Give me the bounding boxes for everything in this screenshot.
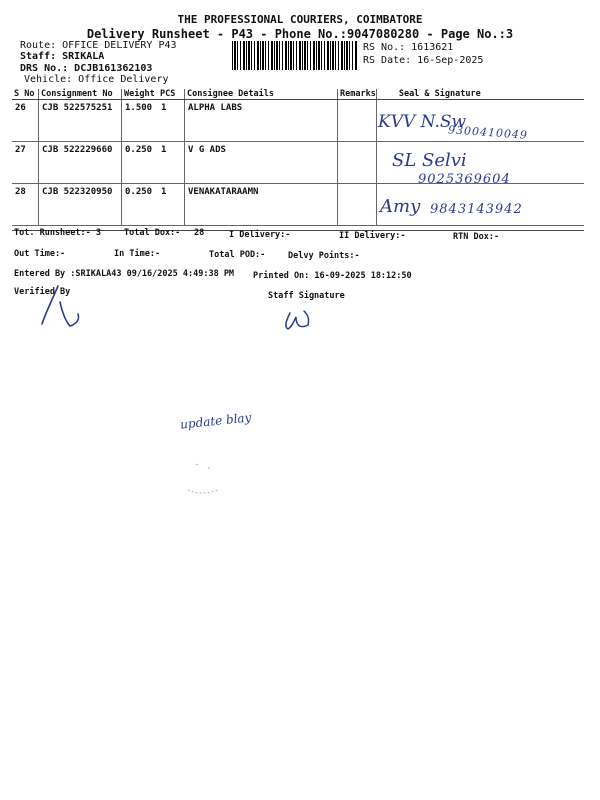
barcode [232, 41, 358, 70]
entered-by: Entered By :SRIKALA43 09/16/2025 4:49:38 PM [14, 269, 235, 279]
header-seal-signature: Seal & Signature [376, 89, 584, 100]
drs-number: DRS No.: DCJB161362103 [20, 63, 153, 74]
row-sno: 27 [12, 142, 39, 184]
header-consignee: Consignee Details [185, 89, 338, 100]
row-sno: 26 [12, 100, 39, 142]
row-consignee: V G ADS [185, 142, 338, 184]
total-dox-value: 28 [194, 228, 205, 238]
in-time: In Time:- [114, 249, 161, 259]
rs-date: RS Date: 16-Sep-2025 [363, 55, 484, 66]
tot-runsheet: Tot. Runsheet:- 3 [14, 228, 101, 238]
row-remarks [338, 100, 377, 142]
handwritten-note: update blay [179, 410, 252, 432]
row-pcs: 1 [158, 142, 185, 184]
staff-signature [280, 305, 316, 333]
verified-by-label: Verified By [14, 287, 71, 297]
printed-on: Printed On: 16-09-2025 18:12:50 [253, 271, 412, 281]
faint-stamp-marks [180, 458, 230, 498]
header-weight: Weight [122, 89, 159, 100]
vehicle-label: Vehicle: Office Delivery [24, 74, 169, 85]
rs-number: RS No.: 1613621 [363, 42, 454, 53]
row-remarks [338, 142, 377, 184]
row-weight: 1.500 [122, 100, 159, 142]
table-header-row [12, 89, 584, 100]
row-sno: 28 [12, 184, 39, 226]
row-consignee: VENAKATARAAMN [185, 184, 338, 226]
row-consignment: CJB 522575251 [39, 100, 122, 142]
staff-label: Staff: SRIKALA [20, 51, 105, 62]
total-pod: Total POD:- [209, 250, 266, 260]
verifier-signature [36, 282, 86, 332]
ii-delivery: II Delivery:- [339, 231, 406, 241]
rtn-dox: RTN Dox:- [453, 232, 500, 242]
row-weight: 0.250 [122, 184, 159, 226]
signature-row-1-name: KVV N.Sw [378, 112, 467, 132]
delvy-points: Delvy Points:- [288, 251, 360, 261]
signature-row-3-name: Amy [380, 196, 421, 217]
company-name: THE PROFESSIONAL COURIERS, COIMBATORE [177, 13, 423, 26]
row-weight: 0.250 [122, 142, 159, 184]
header-sno: S No [12, 89, 39, 100]
header-pcs: PCS [158, 89, 185, 100]
out-time: Out Time:- [14, 249, 66, 259]
signature-row-2-name: SL Selvi [392, 150, 467, 171]
runsheet-title: Delivery Runsheet - P43 - Phone No.:9047080280 - Page No.:3 [86, 27, 514, 41]
row-consignment: CJB 522320950 [39, 184, 122, 226]
total-dox-label: Total Dox:- [124, 228, 181, 238]
signature-row-2-phone: 9025369604 [418, 172, 511, 187]
signature-row-3-phone: 9843143942 [430, 202, 523, 217]
staff-signature-label: Staff Signature [268, 291, 345, 301]
route-label: Route: OFFICE DELIVERY P43 [20, 40, 177, 51]
row-consignee: ALPHA LABS [185, 100, 338, 142]
row-pcs: 1 [158, 184, 185, 226]
i-delivery: I Delivery:- [229, 230, 291, 240]
signature-row-1-phone: 9300410049 [447, 123, 529, 142]
row-consignment: CJB 522229660 [39, 142, 122, 184]
header-consignment: Consignment No [39, 89, 122, 100]
row-remarks [338, 184, 377, 226]
row-pcs: 1 [158, 100, 185, 142]
header-remarks: Remarks [338, 89, 377, 100]
